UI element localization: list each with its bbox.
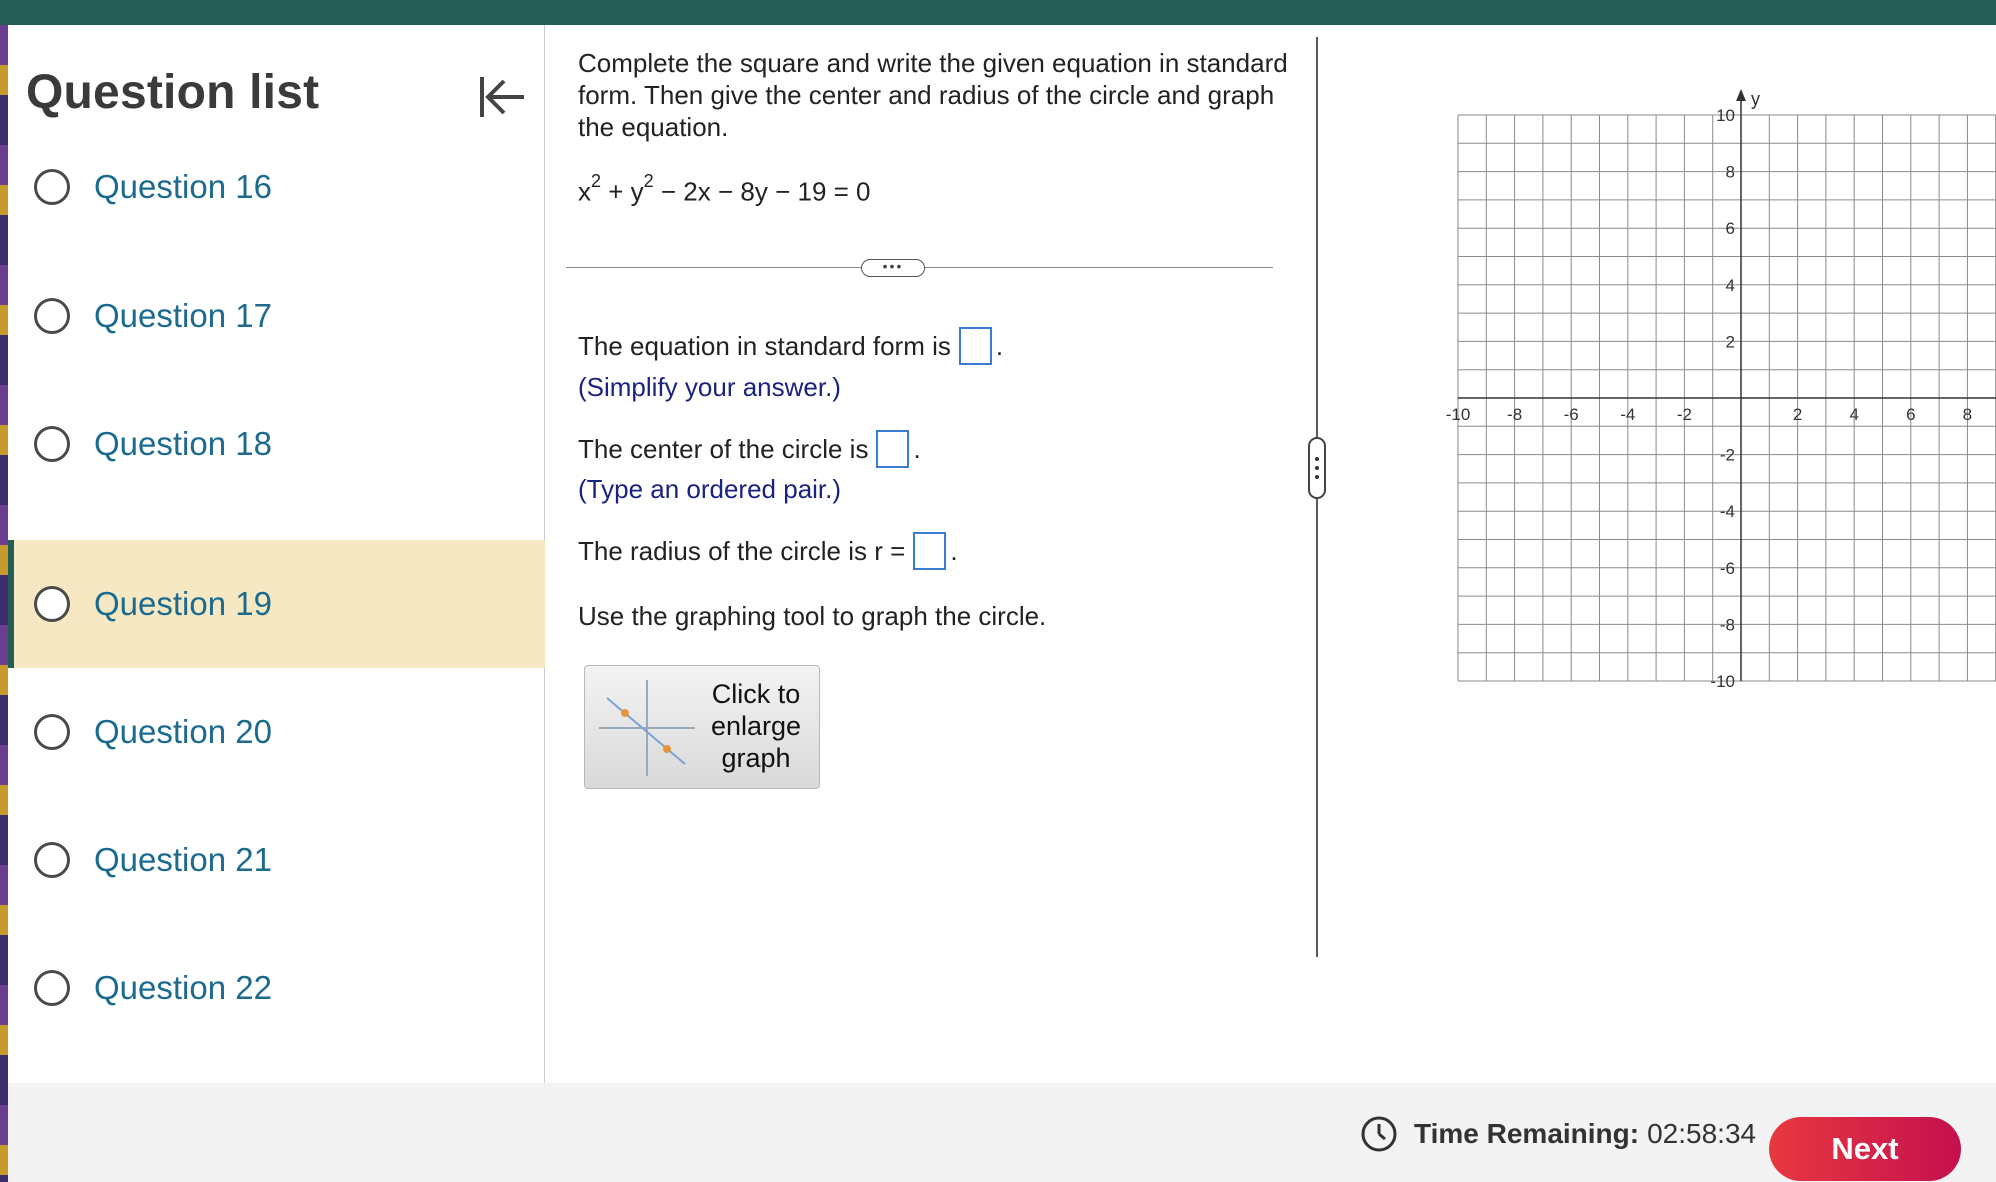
graph-instruction-text: Use the graphing tool to graph the circle.	[578, 601, 1047, 631]
y-tick-label: -2	[1719, 445, 1735, 465]
background-strip	[0, 25, 8, 1182]
next-button[interactable]: Next	[1769, 1117, 1961, 1181]
question-item-18[interactable]	[8, 380, 545, 508]
time-remaining	[1360, 1115, 1756, 1153]
eq-plus: +	[601, 176, 631, 207]
y-axis-label: y	[1751, 89, 1760, 109]
standard-form-line	[578, 327, 1003, 365]
y-tick-label: 2	[1725, 332, 1735, 352]
time-remaining-label: Time Remaining:	[1414, 1118, 1640, 1149]
radio-icon	[34, 169, 70, 205]
collapse-left-icon	[474, 69, 530, 125]
question-content	[546, 25, 1996, 1083]
x-tick-label: -10	[1445, 405, 1471, 424]
eq-y: y	[630, 176, 644, 207]
eq-exp1: 2	[591, 171, 602, 191]
period: .	[995, 330, 1004, 361]
question-item-label: Question 17	[94, 297, 272, 334]
y-tick-label: 4	[1725, 275, 1735, 295]
y-tick-label: 10	[1716, 106, 1735, 125]
eq-rest: − 2x − 8y − 19 = 0	[653, 176, 871, 207]
enlarge-graph-button[interactable]	[584, 665, 820, 789]
radio-icon	[34, 714, 70, 750]
enlarge-label-line1: Click to	[711, 679, 801, 709]
radio-icon	[34, 426, 70, 462]
standard-form-answer-input[interactable]	[959, 327, 992, 365]
y-tick-label: -6	[1719, 558, 1735, 578]
standard-form-hint: (Simplify your answer.)	[578, 372, 841, 402]
question-item-19[interactable]	[8, 540, 545, 668]
question-list-sidebar	[8, 25, 545, 1083]
enlarge-label-line2: enlarge	[710, 711, 802, 741]
x-tick-label: 6	[1906, 405, 1916, 424]
eq-exp2: 2	[643, 171, 654, 191]
period: .	[913, 433, 921, 464]
question-item-label: Question 22	[94, 969, 272, 1006]
pane-resize-handle[interactable]	[1308, 437, 1326, 499]
y-tick-label: -10	[1710, 672, 1735, 691]
collapse-sidebar-button[interactable]	[474, 69, 530, 125]
x-tick-label: 2	[1792, 405, 1803, 424]
center-line	[578, 430, 921, 468]
standard-form-text: The equation in standard form is	[578, 330, 951, 361]
center-text: The center of the circle is	[578, 433, 869, 464]
y-tick-label: 8	[1725, 162, 1735, 182]
y-axis-arrow	[1736, 89, 1746, 101]
expand-more-button[interactable]: •••	[861, 259, 925, 277]
center-hint: (Type an ordered pair.)	[578, 474, 842, 504]
question-prompt: Complete the square and write the given equation in standard form. Then give the center and radius of the circle and graph the equation.	[578, 48, 1288, 142]
x-tick-label: -6	[1563, 405, 1579, 424]
x-tick-label: 8	[1962, 405, 1973, 424]
graph-instruction	[578, 601, 1046, 632]
x-tick-label: -2	[1676, 405, 1692, 424]
question-item-label: Question 18	[94, 425, 272, 462]
x-tick-label: -8	[1507, 405, 1523, 424]
question-item-20[interactable]	[8, 668, 545, 796]
radius-text: The radius of the circle is r =	[578, 535, 906, 566]
y-tick-label: -8	[1719, 615, 1735, 635]
clock-icon	[1360, 1115, 1398, 1153]
graph-tool-icon	[595, 676, 699, 780]
top-bar	[0, 0, 1996, 25]
radio-icon	[34, 970, 70, 1006]
period: .	[950, 535, 958, 566]
question-item-16[interactable]	[8, 123, 545, 251]
question-item-label: Question 16	[94, 168, 272, 205]
time-remaining-value: 02:58:34	[1647, 1118, 1757, 1149]
y-tick-label: -4	[1719, 502, 1735, 522]
y-tick-label: 6	[1725, 219, 1735, 239]
x-tick-label: -4	[1620, 405, 1636, 424]
question-item-22[interactable]	[8, 924, 545, 1052]
radius-answer-input[interactable]	[913, 532, 946, 570]
question-item-label: Question 20	[94, 713, 272, 750]
question-item-label: Question 21	[94, 841, 272, 878]
coordinate-graph[interactable]	[1386, 53, 1996, 703]
radio-icon	[34, 842, 70, 878]
eq-x: x	[578, 176, 591, 207]
question-item-17[interactable]	[8, 252, 545, 380]
given-equation	[578, 171, 871, 208]
radius-line	[578, 532, 958, 570]
footer-bar	[8, 1083, 1996, 1182]
question-item-label: Question 19	[94, 585, 272, 622]
drag-handle-icon	[1310, 439, 1324, 497]
question-item-21[interactable]	[8, 796, 545, 924]
x-tick-label: 4	[1849, 405, 1859, 424]
radio-icon	[34, 298, 70, 334]
sidebar-title: Question list	[26, 66, 320, 119]
radio-icon	[34, 586, 70, 622]
enlarge-graph-label	[697, 678, 815, 774]
enlarge-label-line3: graph	[721, 743, 791, 773]
center-answer-input[interactable]	[876, 430, 909, 468]
